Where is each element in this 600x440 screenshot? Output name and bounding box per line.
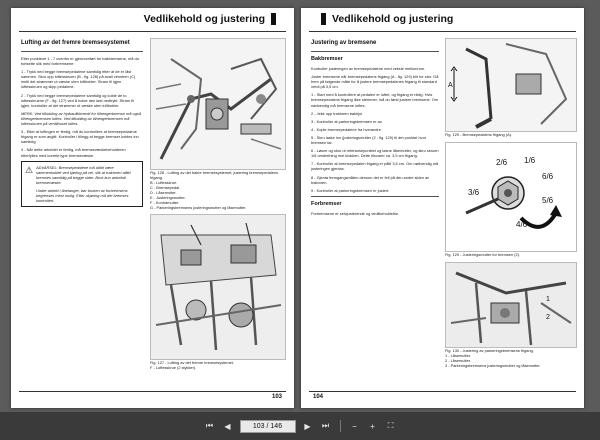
- zoom-out-icon[interactable]: −: [352, 421, 357, 431]
- svg-text:A: A: [448, 82, 453, 89]
- warning-text-2: Under arbeid i ånelanger, bør bruken av forbremsens begrenses mest mulig. Etter ukjøring må det bremses kontrollert.: [36, 187, 129, 203]
- figure-129-pedal-caption: Fig. 129 - Bremsepedalens frigang (A).: [445, 132, 513, 137]
- intro-text: Etter punktene 1 - 7 ovenfor er gjennomført for bakbremsene, må du fortsette slik med forbremsene:: [21, 56, 139, 67]
- nut-label: 1/6: [524, 156, 536, 165]
- step-8: 8 - Gjenta fremgangsmåten dersom det er feil på den andre siden av traktoren.: [311, 174, 430, 185]
- svg-text:2: 2: [546, 314, 550, 321]
- step-2: 2 - Jekk opp traktoren bakhjul.: [311, 110, 364, 116]
- step-5: 5 - Skru laske inn (justeringsmutter (2 - fig. 129) til det punktet hvor bremsen tar.: [311, 134, 427, 146]
- fig-128-legend-item: F - Kontramutter.: [150, 200, 180, 205]
- page-header: [144, 12, 282, 26]
- viewer-toolbar: [0, 412, 600, 440]
- step-7: 7 - Kontroller at bremsepedalen frigang er påtil 3,5 cm. Om nødvendig må justeringen gjentas.: [311, 161, 439, 172]
- zoom-in-icon[interactable]: +: [370, 421, 375, 431]
- header-bar: [271, 13, 276, 25]
- subsection-title-2: Forbremser: [311, 200, 342, 207]
- header-title: Vedlikehold og justering: [143, 13, 265, 25]
- fig-128-legend-item: C - Bremsepedal.: [150, 185, 181, 190]
- section-rule: [311, 51, 439, 52]
- nut-label: 6/6: [542, 172, 554, 181]
- fig-130-legend-item: 1 - Låsemutter.: [445, 353, 471, 358]
- figure-128-caption: [150, 170, 284, 210]
- adjusting-nut-illustration: [446, 143, 576, 251]
- footer-rule: [19, 391, 286, 392]
- pedal-play-illustration: [446, 39, 576, 131]
- fig-128-legend-item: G - Parkeringsbremsens justeringsmutter og låsemutter.: [150, 205, 247, 210]
- figure-129-nut-caption: Fig. 129 - Justeringsmutter for bremsen (2).: [445, 252, 521, 257]
- warning-text-1: ADVARSEL: Bremsepedalene må alltid være sammenkoblet ved kjøring på vei, slik at traktoren alltid bremses samtidig på begge sider. Bruk kun anbefalt bremsevæske.: [36, 164, 131, 185]
- last-page-icon[interactable]: ⏭: [321, 421, 330, 430]
- intro-text: Kontroller justeringen av bremsepedalene med veksle mellomrom.: [311, 66, 426, 71]
- nut-label: 3/6: [468, 188, 480, 197]
- figure-129-nut: [445, 142, 577, 252]
- brake-pedal-illustration: [151, 39, 285, 169]
- fig-127-legend-item: F - Luftesskrue (2 stykker).: [150, 365, 197, 370]
- section-title: Lufting av det fremre bremsesystemet: [21, 40, 130, 46]
- fig-128-legend-item: B - Luftesskrue.: [150, 180, 178, 185]
- step-1: 1 - Start med å kontrollere at pedalen er luftet, og frigang er riktig. Hvis bremsepedalens frigang ikke stemmer, må du først justere bremsene. Om nødvendig må bremsene luftes.: [311, 92, 439, 108]
- figure-127-caption: [150, 360, 284, 370]
- note-text: MERK: Ved tilkobling av hydraulikkventil for tilhengerbremse må også tilhengerbremsen luftes. Ved tilkobling av tilhengerbremsen må luftesskruen på ventilhuset luftes.: [21, 110, 141, 127]
- svg-text:1: 1: [546, 296, 550, 303]
- step-1: 1 - Trykk ned begge bremsepedalene samtidig etter at de er låst sammen. Skru opp luftesskruen (B - fig. 128) på avall venstren (C) inntil det strømmer ut væske uten luftbobler. Stram til igjen luftesskruen og slipp pedalene.: [21, 69, 136, 90]
- page-header: [315, 12, 453, 26]
- fig-130-legend-item: 2 - Låsemutter.: [445, 358, 471, 363]
- warning-icon: ⚠: [25, 164, 34, 175]
- first-page-icon[interactable]: ⏮: [205, 421, 214, 430]
- subsection-title: Bakbremser: [311, 56, 343, 62]
- fig-128-legend-item: E - Justeringsmutter.: [150, 195, 186, 200]
- figure-130: [445, 262, 577, 348]
- fig-130-caption-text: Fig. 130 - Justering av parkeringsbremsens frigang.: [445, 348, 534, 353]
- nut-label: 5/6: [542, 196, 554, 205]
- previous-page-icon[interactable]: ◀: [224, 421, 231, 431]
- fig-127-caption-text: Fig. 127 - Lufting av det fremre bremsesystemet.: [150, 360, 234, 365]
- fullscreen-icon[interactable]: ⛶: [387, 421, 394, 430]
- front-brake-illustration: [151, 215, 285, 359]
- header-rule: [19, 31, 286, 32]
- paragraph-3: Forbremsene er selvjusterende og vedlikeholdsfrie.: [311, 210, 400, 216]
- fig-130-legend-item: 3 - Parkeringsbremsens justeringsmutter og låsemutter.: [445, 363, 541, 368]
- step-3: 3 - Etter at luftingen er ferdig, må du kontrollere at bremsepedalene frigang er som angitt. Kontroller i tillegg at begge bremser kobles inn samtidig.: [21, 129, 139, 145]
- next-page-icon[interactable]: ▶: [304, 421, 311, 431]
- left-page: [11, 8, 294, 408]
- figure-129-pedal: [445, 38, 577, 132]
- footer-rule: [309, 391, 576, 392]
- header-rule: [309, 31, 576, 32]
- figure-127: [150, 214, 286, 360]
- step-9: 9 - Kontroller at parkeringsbremsen er justert.: [311, 187, 390, 193]
- toolbar-divider: [340, 420, 341, 432]
- header-title: Vedlikehold og justering: [332, 13, 454, 25]
- page-number-left: 103: [271, 394, 282, 400]
- fig-128-caption-text: Fig. 128 - Lufting av det bakre bremsesystemet, justering bremsepedalens frigang.: [150, 170, 279, 180]
- warning-box: [21, 161, 143, 207]
- right-page: [301, 8, 584, 408]
- section-title: Justering av bremsene: [311, 40, 377, 46]
- section-rule: [311, 196, 439, 197]
- fig-128-legend-item: D - Låsemutter.: [150, 190, 177, 195]
- nut-label: 2/6: [496, 158, 508, 167]
- step-4: 4 - Når dette arbeidet er ferdig, må bremsevæskebeholderen etterfylles med korrekt type bremsevæske.: [21, 147, 126, 158]
- section-rule: [21, 51, 143, 52]
- step-2: 2 - Trykk ned begge bremsepedalene samtidig og koble de to luftesskruene (F - fig. 127) ved å holde den løst nedtrykt. Stram til igjen, kontroller at det strømmer ut væske uten luftbobler.: [21, 92, 134, 108]
- page-number-right: 104: [313, 394, 324, 400]
- nut-label: 4/6: [516, 220, 528, 229]
- parking-brake-illustration: [446, 263, 576, 347]
- figure-130-caption: [445, 348, 575, 368]
- left-text-column: [21, 40, 143, 210]
- figure-128: [150, 38, 286, 170]
- header-bar: [321, 13, 326, 25]
- step-4: 4 - Kople bremsepedalene fra hverandre.: [311, 126, 382, 132]
- page-indicator[interactable]: 103 / 146: [240, 420, 296, 433]
- step-6: 6 - Løsne og skru ut referansepunktet og løsne låsemutter, og skru skruen 1/6 omdreining mot klokken. Dette tilsvarer ca. 3,5 cm frigang.: [311, 148, 439, 159]
- right-text-column: [311, 40, 439, 219]
- step-3: 3 - Kontroller at parkeringsbremsen er av.: [311, 118, 383, 124]
- paragraph-2: Juster bremsene når bremsepedalens frigang (A - fig. 129) blir for stor. Gå frem på følgende måte for å justere bremsepedalenes frigang til standard verdi på 3,5 cm.: [311, 74, 439, 90]
